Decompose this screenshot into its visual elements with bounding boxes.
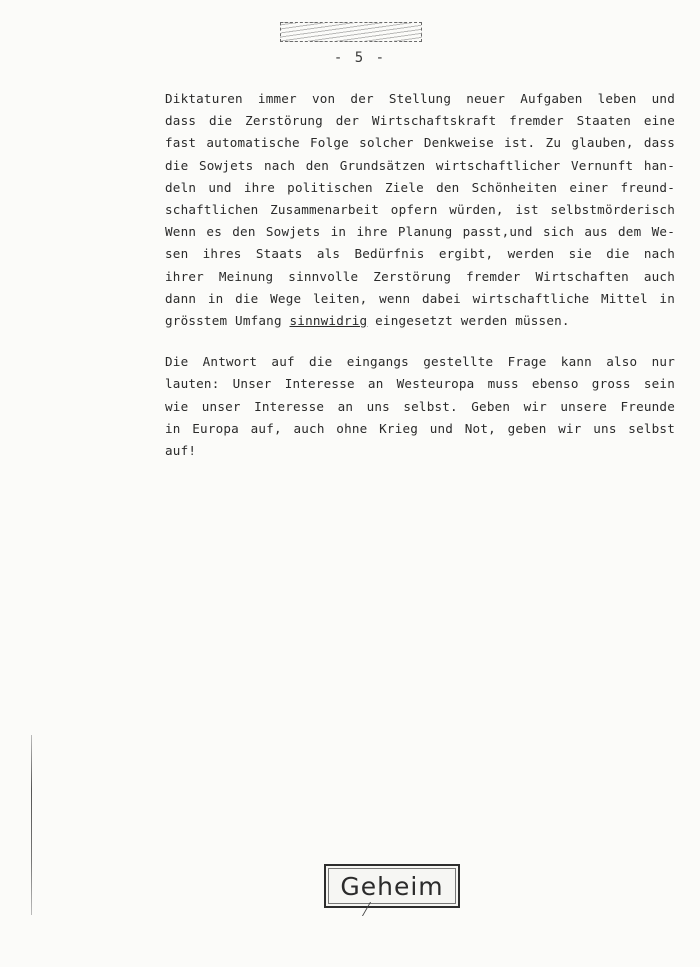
text-line: sen ihres Staats als Bedürfnis ergibt, werden sie die nach — [165, 246, 675, 262]
paragraph-1 — [165, 88, 675, 332]
text-segment: eingesetzt werden müssen. — [367, 313, 570, 329]
document-body — [165, 88, 675, 462]
classification-stamp: Geheim — [324, 864, 460, 908]
text-line: lauten: Unser Interesse an Westeuropa muss ebenso gross sein — [165, 376, 675, 392]
text-line: deln und ihre politischen Ziele den Schönheiten einer freund- — [165, 179, 675, 195]
text-line: Diktaturen immer von der Stellung neuer Aufgaben leben und — [165, 91, 675, 106]
text-line: wie unser Interesse an uns selbst. Geben wir unsere Freunde — [165, 398, 675, 414]
text-line: dass die Zerstörung der Wirtschaftskraft fremder Staaten eine — [165, 113, 675, 129]
text-line: Die Antwort auf die eingangs gestellte Frage kann also nur — [165, 354, 675, 370]
text-line: ihrer Meinung sinnvolle Zerstörung fremder Wirtschaften auch — [165, 268, 675, 284]
margin-line — [31, 735, 32, 915]
text-line: auf! — [165, 443, 197, 459]
underlined-word: sinnwidrig — [289, 313, 368, 329]
page-number: - 5 - — [333, 50, 387, 66]
text-line: in Europa auf, auch ohne Krieg und Not, geben wir uns selbst — [165, 420, 675, 436]
text-segment: grösstem Umfang — [165, 313, 290, 329]
paragraph-2 — [165, 351, 675, 462]
text-line: fast automatische Folge solcher Denkweise ist. Zu glauben, dass — [165, 135, 675, 151]
text-line: schaftlichen Zusammenarbeit opfern würden, ist selbstmörderisch — [165, 202, 675, 218]
text-line: die Sowjets nach den Grundsätzen wirtschaftlicher Vernunft han- — [165, 157, 675, 173]
text-line: Wenn es den Sowjets in ihre Planung passt,und sich aus dem We- — [165, 224, 675, 240]
redaction-box — [280, 22, 422, 42]
text-line: dann in die Wege leiten, wenn dabei wirtschaftliche Mittel in — [165, 290, 675, 306]
text-line-last — [165, 310, 675, 332]
